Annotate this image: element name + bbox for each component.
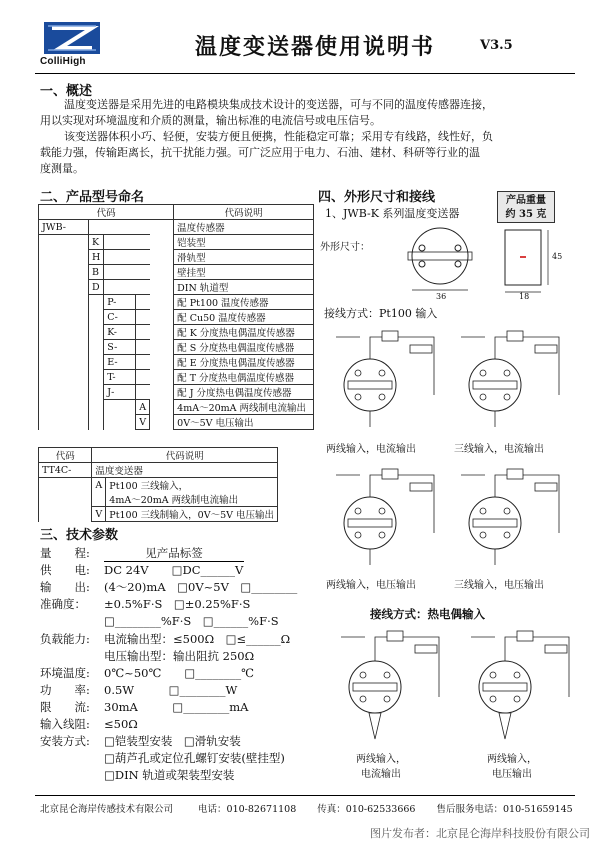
model-desc: 配 T 分度热电偶温度传感器 <box>174 370 314 385</box>
model-desc: 4mA～20mA 两线制电流输出 <box>174 400 314 415</box>
model-desc: 配 Cu50 温度传感器 <box>174 310 314 325</box>
param-value: DC 24V □DC______V <box>104 563 244 577</box>
param-label: 供 电: <box>40 563 90 577</box>
wiring-diagram-three-voltage <box>455 463 565 573</box>
model-desc: 温度传感器 <box>174 220 314 235</box>
model-code: P- <box>104 295 136 310</box>
model-code: A <box>136 400 150 415</box>
model-desc: Pt100 三线制输入，0V～5V 电压输出 <box>106 507 278 522</box>
overview-line: 温度变送器是采用先进的电路模块集成技术设计的变送器，可与不同的温度传感器连接， <box>64 98 493 111</box>
table-row <box>39 415 314 430</box>
param-value: 电流输出型：≤500Ω □≤______Ω <box>104 632 291 646</box>
footer <box>40 801 580 815</box>
overview-line: 载能力强，传输距离长，抗干扰能力强。可广泛应用于电力、石油、建材、科研等行业的温 <box>40 146 480 159</box>
table-row <box>39 507 278 522</box>
caption-three-voltage: 三线输入，电压输出 <box>454 580 544 591</box>
model-code: B <box>89 265 104 280</box>
caption-two-current: 两线输入，电流输出 <box>326 444 416 455</box>
model-desc: 配 Pt100 温度传感器 <box>174 295 314 310</box>
table-header: 代码 <box>39 205 174 220</box>
version-label: V3.5 <box>480 38 513 53</box>
model-code: V <box>136 415 150 430</box>
outline-drawing <box>400 220 563 300</box>
model-code: K- <box>104 325 136 340</box>
model-code: J- <box>104 385 136 400</box>
model-desc: Pt100 三线输入， <box>106 478 278 493</box>
param-row <box>40 767 234 783</box>
param-value: (4～20)mA □0V~5V □________ <box>104 580 298 594</box>
model-desc: 配 K 分度热电偶温度传感器 <box>174 325 314 340</box>
model-code: K <box>89 235 104 250</box>
table-row <box>39 220 314 235</box>
model-desc: 0V～5V 电压输出 <box>174 415 314 430</box>
table-row <box>39 310 314 325</box>
param-value: 30mA □________mA <box>104 700 249 714</box>
param-row <box>40 562 243 578</box>
table-row <box>39 325 314 340</box>
param-row <box>40 682 237 698</box>
dim-36: 36 <box>436 292 447 301</box>
overview-line: 用以实现对环境温度和介质的测量，输出标准的电流信号或电压信号。 <box>40 114 381 127</box>
param-row <box>40 699 248 715</box>
param-value: 0℃~50℃ □________℃ <box>104 666 255 680</box>
caption-two-voltage: 两线输入，电压输出 <box>326 580 416 591</box>
wiring-diagram-tc-current <box>335 625 445 745</box>
param-row <box>40 596 250 612</box>
footer-service: 售后服务电话：010-51659145 <box>436 804 573 815</box>
model-code: T- <box>104 370 136 385</box>
model-code: A <box>92 478 106 493</box>
wiring-pt100-label: 接线方式：Pt100 输入 <box>324 307 438 320</box>
table-row <box>39 250 314 265</box>
model-desc: 壁挂型 <box>174 265 314 280</box>
param-label: 限 流: <box>40 700 90 714</box>
param-value: □铠装型安装 □滑轨安装 <box>104 734 241 748</box>
model-desc: 滑轨型 <box>174 250 314 265</box>
param-label: 负载能力: <box>40 632 90 646</box>
param-value: 电压输出型：输出阻抗 250Ω <box>104 649 255 663</box>
dimensions-subheading: 1、JWB-K 系列温度变送器 <box>325 207 460 220</box>
caption-line: 电压输出 <box>492 769 532 780</box>
model-code <box>92 492 106 507</box>
overview-heading: 一、概述 <box>40 84 93 99</box>
model-desc: 配 S 分度热电偶温度传感器 <box>174 340 314 355</box>
outline-label: 外形尺寸： <box>320 242 370 253</box>
weight-value: 约 35 克 <box>505 209 547 220</box>
param-label: 输入线阻: <box>40 717 90 731</box>
caption-tc-voltage <box>487 750 537 780</box>
param-label: 环境温度: <box>40 666 90 680</box>
caption-line: 两线输入， <box>487 754 537 765</box>
table-row <box>39 295 314 310</box>
param-row <box>40 733 241 749</box>
model-heading: 二、产品型号命名 <box>40 190 145 205</box>
table-row <box>39 370 314 385</box>
table-row <box>39 478 278 493</box>
param-label: 准确度： <box>40 597 86 611</box>
caption-three-current: 三线输入，电流输出 <box>454 444 544 455</box>
dim-45: 45 <box>552 252 563 261</box>
model-desc: 配 E 分度热电偶温度传感器 <box>174 355 314 370</box>
table-row <box>39 400 314 415</box>
table-row <box>39 340 314 355</box>
wiring-diagram-three-current <box>455 325 565 435</box>
param-value: 0.5W □________W <box>104 683 238 697</box>
table-row <box>39 235 314 250</box>
param-value: □________%F·S □______%F·S <box>104 614 279 628</box>
table-header: 代码说明 <box>92 448 278 463</box>
model-code: S- <box>104 340 136 355</box>
brand-name: ColliHigh <box>40 56 86 67</box>
param-value: 见产品标签 <box>104 545 244 562</box>
params-heading: 三、技术参数 <box>40 528 119 543</box>
model-desc: 配 J 分度热电偶温度传感器 <box>174 385 314 400</box>
image-credit: 图片发布者：北京昆仑海岸科技股份有限公司 <box>370 827 590 840</box>
dim-18: 18 <box>519 292 530 301</box>
header-divider <box>35 73 575 74</box>
param-row <box>40 750 285 766</box>
model-table-1 <box>38 204 314 430</box>
wiring-diagram-tc-voltage <box>465 625 575 745</box>
param-row <box>40 631 290 647</box>
model-table-2 <box>38 447 278 522</box>
model-code: V <box>92 507 106 522</box>
param-label: 量 程: <box>40 546 90 560</box>
table-row <box>39 385 314 400</box>
weight-label: 产品重量 <box>506 195 546 206</box>
param-row <box>40 613 279 629</box>
param-row <box>40 648 254 664</box>
model-desc: DIN 轨道型 <box>174 280 314 295</box>
param-row <box>40 579 297 595</box>
param-value: □DIN 轨道或架装型安装 <box>104 768 235 782</box>
model-desc: 4mA～20mA 两线制电流输出 <box>106 492 278 507</box>
param-value: ≤50Ω <box>104 717 138 731</box>
param-row <box>40 716 138 732</box>
model-desc: 铠装型 <box>174 235 314 250</box>
table-row <box>39 492 278 507</box>
param-row <box>40 665 254 681</box>
table-row <box>39 355 314 370</box>
param-label: 功 率: <box>40 683 90 697</box>
table-header: 代码说明 <box>174 205 314 220</box>
footer-divider <box>35 795 575 796</box>
param-label: 输 出: <box>40 580 90 594</box>
caption-line: 电流输出 <box>361 769 401 780</box>
table-row <box>39 265 314 280</box>
param-value: ±0.5%F·S □±0.25%F·S <box>104 597 251 611</box>
footer-phone: 电话：010-82671108 <box>198 804 297 815</box>
model-code: D <box>89 280 104 295</box>
table-row <box>39 280 314 295</box>
param-value: □葫芦孔或定位孔螺钉安装(壁挂型) <box>104 751 285 765</box>
footer-company: 北京昆仑海岸传感技术有限公司 <box>40 804 174 815</box>
page-title: 温度变送器使用说明书 <box>195 34 436 60</box>
wiring-diagram-two-voltage <box>330 463 440 573</box>
model-code: JWB- <box>39 220 89 235</box>
model-code: TT4C- <box>39 463 92 478</box>
table-row <box>39 463 278 478</box>
overview-text <box>40 97 570 177</box>
param-row <box>40 545 244 562</box>
model-code: H <box>89 250 104 265</box>
overview-line: 度测量。 <box>40 162 84 175</box>
model-desc: 温度变送器 <box>92 463 278 478</box>
logo <box>42 20 102 56</box>
caption-tc-current <box>356 750 406 780</box>
table-header: 代码 <box>39 448 92 463</box>
model-code: E- <box>104 355 136 370</box>
overview-line: 该变送器体积小巧、轻便，安装方便且便携，性能稳定可靠；采用专有线路，线性好，负 <box>64 130 493 143</box>
caption-line: 两线输入， <box>356 754 406 765</box>
wiring-diagram-two-current <box>330 325 440 435</box>
footer-fax: 传真：010-62533666 <box>317 804 416 815</box>
model-code: C- <box>104 310 136 325</box>
wiring-tc-label: 接线方式：热电偶输入 <box>370 607 485 621</box>
param-label: 安装方式: <box>40 734 90 748</box>
weight-badge <box>497 191 555 223</box>
dimensions-heading: 四、外形尺寸和接线 <box>318 190 436 205</box>
